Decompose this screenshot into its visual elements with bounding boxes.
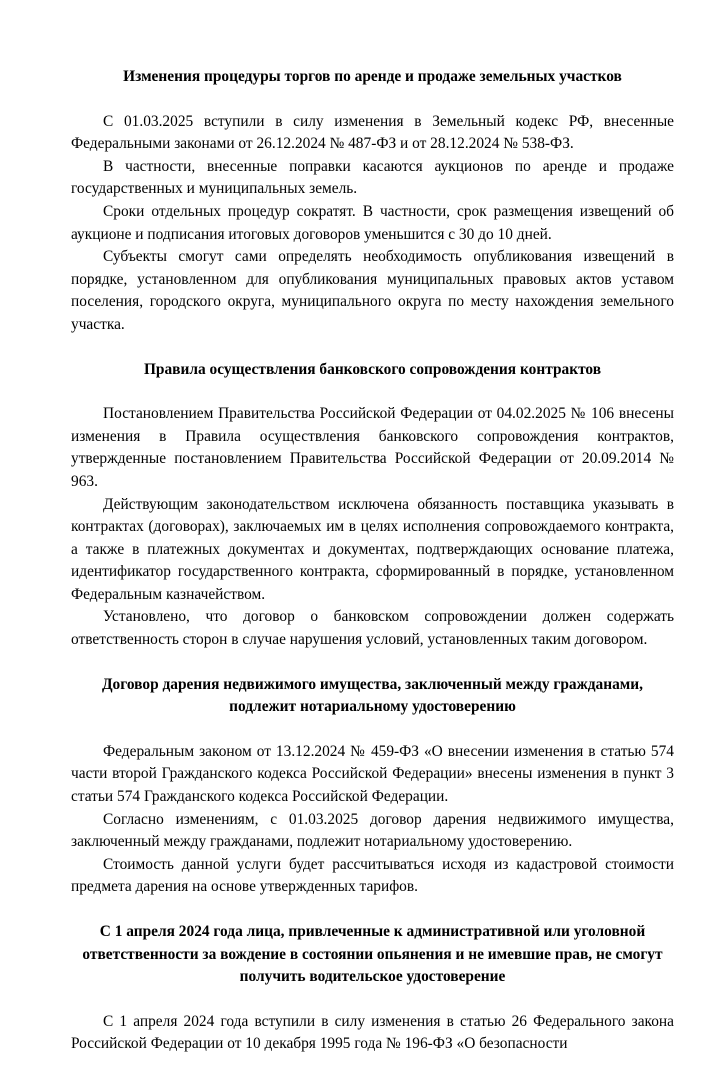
- paragraph: С 01.03.2025 вступили в силу изменения в Земельный кодекс РФ, внесенные Федеральными законами от 26.12.2024 № 487-ФЗ и от 28.12.2024 № 538-ФЗ.: [71, 112, 674, 153]
- paragraph: С 1 апреля 2024 года вступили в силу изменения в статью 26 Федерального закона Российской Федерации от 10 декабря 1995 года № 196-ФЗ «О безопасности: [71, 1012, 674, 1053]
- paragraph: Согласно изменениям, с 01.03.2025 договор дарения недвижимого имущества, заключенный между гражданами, подлежит нотариальному удостоверению.: [71, 810, 674, 851]
- section-title: Изменения процедуры торгов по аренде и продаже земельных участков: [123, 68, 622, 85]
- paragraph: Сроки отдельных процедур сократят. В частности, срок размещения извещений об аукционе и подписания итоговых договоров уменьшится с 30 до 10 дней.: [71, 202, 674, 243]
- paragraph: Субъекты смогут сами определять необходимость опубликования извещений в порядке, установленном для опубликования муниципальных правовых актов уставом поселения, городского округа, муниципального округа по месту нахождения земельного участка.: [71, 248, 674, 333]
- section-title: Договор дарения недвижимого имущества, заключенный между гражданами, подлежит нотариальному удостоверению: [101, 675, 644, 716]
- section-title: С 1 апреля 2024 года лица, привлеченные к административной или уголовной ответственности за вождение в состоянии опьянения и не имевшие прав, не смогут получить водительское удостоверение: [82, 923, 663, 986]
- paragraph: Стоимость данной услуги будет рассчитываться исходя из кадастровой стоимости предмета дарения на основе утвержденных тарифов.: [71, 855, 674, 896]
- paragraph: В частности, внесенные поправки касаются аукционов по аренде и продаже государственных и муниципальных земель.: [71, 157, 674, 198]
- section-title: Правила осуществления банковского сопровождения контрактов: [143, 360, 602, 378]
- paragraph: Федеральным законом от 13.12.2024 № 459-ФЗ «О внесении изменения в статью 574 части второй Гражданского кодекса Российской Федерации» внесены изменения в пункт 3 статьи 574 Гражданского кодекса Российской Федерации.: [71, 742, 674, 806]
- section-land-auctions: [71, 66, 674, 337]
- paragraph: Постановлением Правительства Российской Федерации от 04.02.2025 № 106 внесены изменения в Правила осуществления банковского сопровождения контрактов, утвержденные постановлением Правительства Российской Федерации от 20.09.2014 № 963.: [71, 405, 674, 490]
- section-bank-support: [71, 359, 674, 652]
- paragraph: Установлено, что договор о банковском сопровождении должен содержать ответственность сторон в случае нарушения условий, установленных таким договором.: [71, 608, 674, 649]
- section-driving-license: [71, 921, 674, 1056]
- document-page: [71, 66, 674, 1078]
- paragraph: Действующим законодательством исключена обязанность поставщика указывать в контрактах (договорах), заключаемых им в целях исполнения сопровождаемого контракта, а также в платежных документах и документах, подтверждающих основание платежа, идентификатор государственного контракта, сформированный в порядке, установленном Федеральным казначейством.: [71, 495, 674, 603]
- section-gift-agreement: [71, 674, 674, 899]
